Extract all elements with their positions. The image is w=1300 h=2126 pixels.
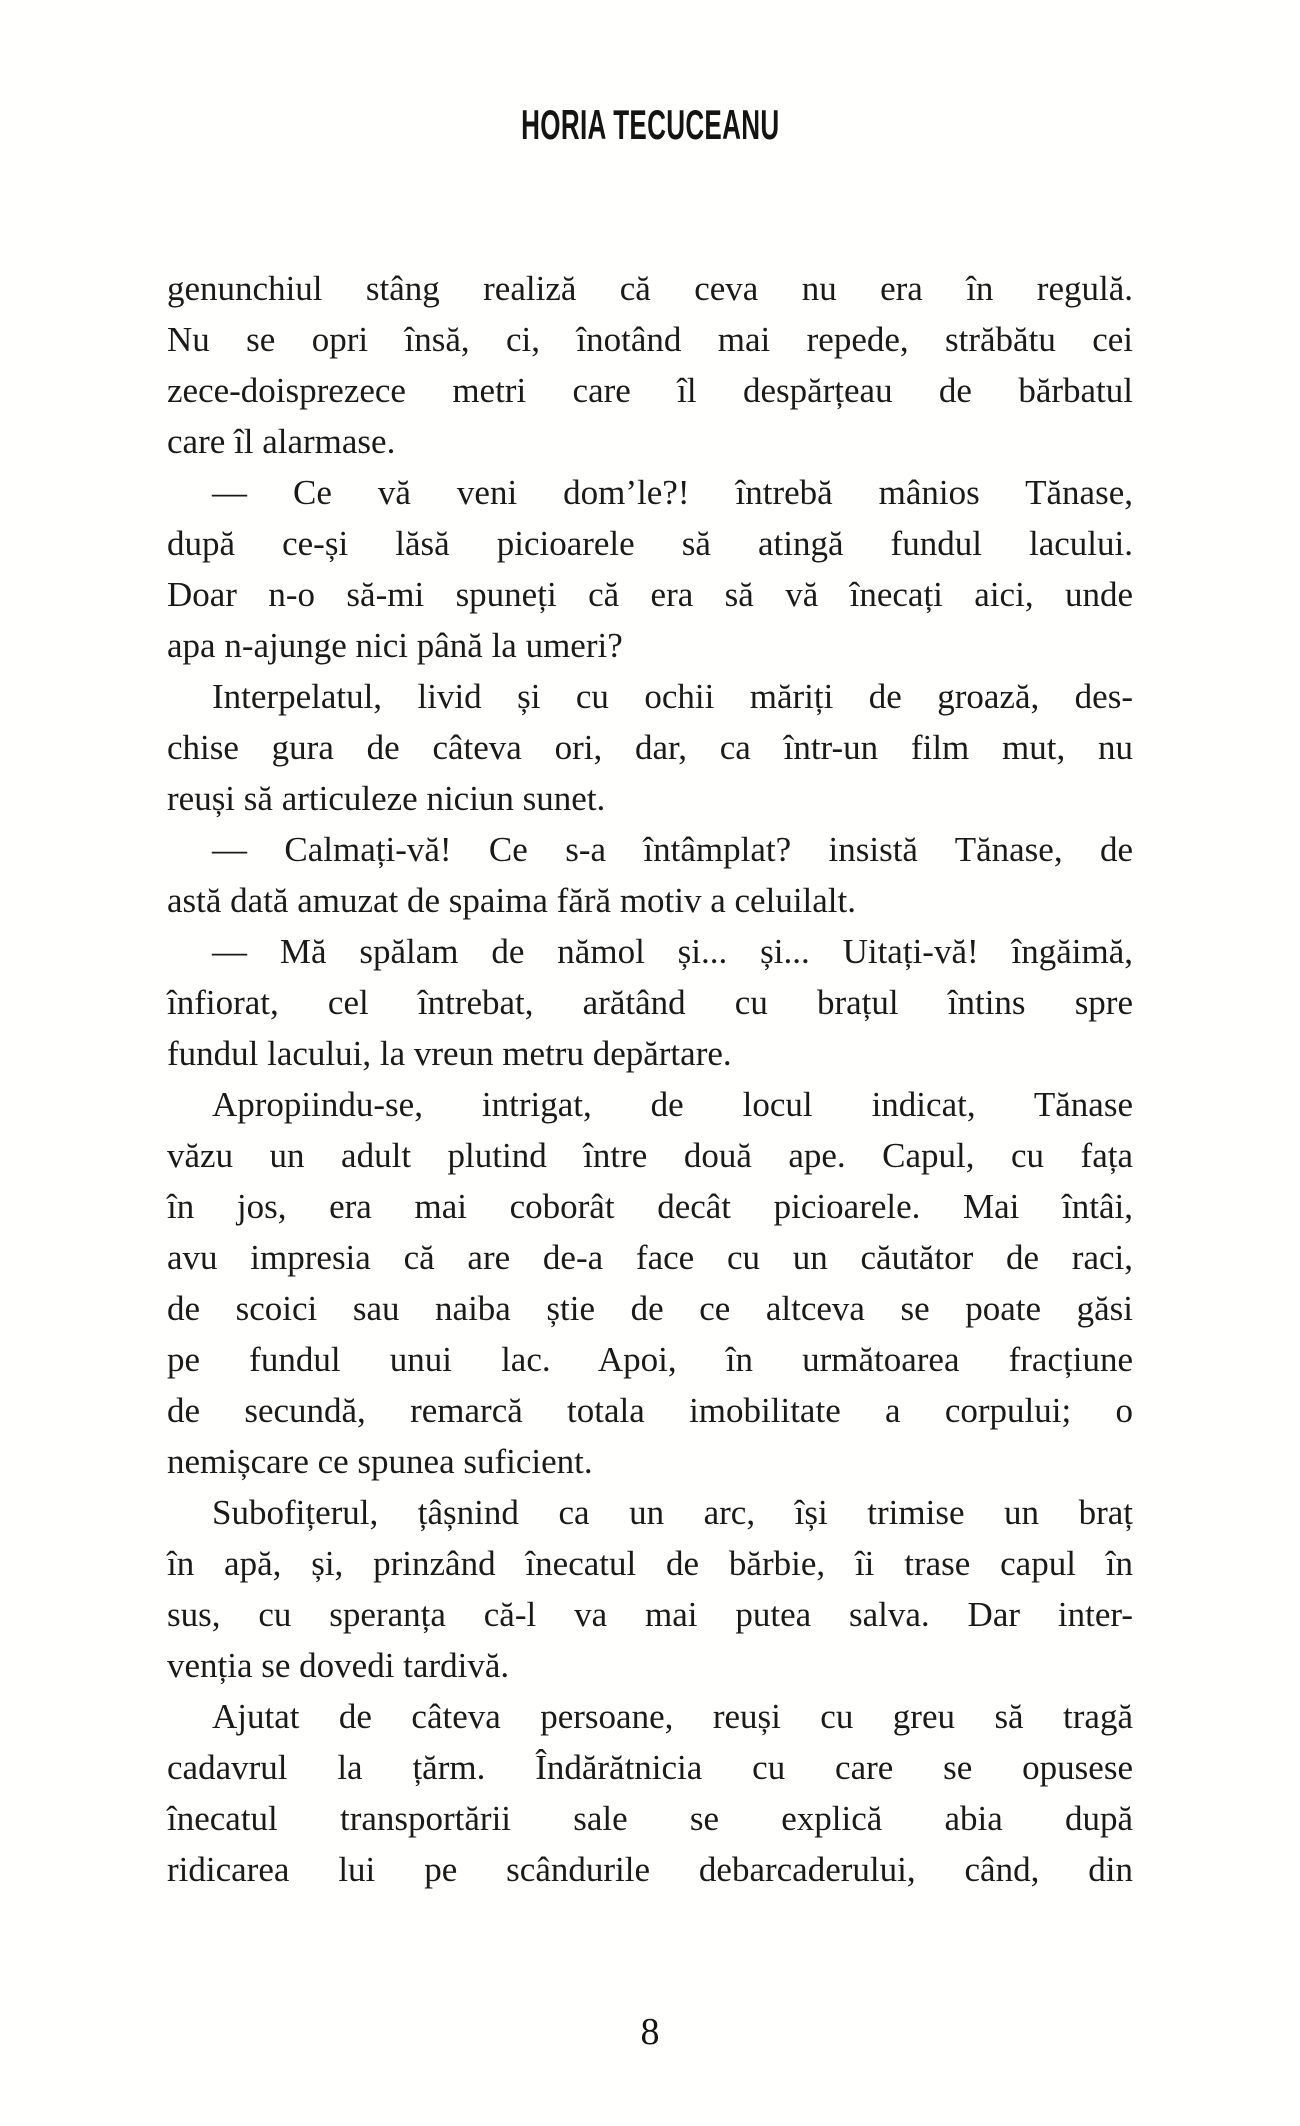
text-line: Doar n-o să-mi spuneți că era să vă înecați aici, unde (167, 575, 1133, 614)
text-line: cadavrul la țărm. Îndărătnicia cu care se opusese (167, 1748, 1133, 1787)
text-line: nemișcare ce spunea suficient. (167, 1442, 593, 1481)
text-line: înecatul transportării sale se explică abia după (167, 1799, 1133, 1838)
text-line: văzu un adult plutind între două ape. Capul, cu fața (167, 1136, 1133, 1175)
text-line: zece-doisprezece metri care îl despărțeau de bărbatul (167, 371, 1133, 410)
text-line: — Mă spălam de nămol și... și... Uitați-vă! îngăimă, (212, 932, 1133, 971)
text-line: reuși să articuleze niciun sunet. (167, 779, 606, 818)
text-line: de secundă, remarcă totala imobilitate a corpului; o (167, 1391, 1133, 1430)
text-line: sus, cu speranța că-l va mai putea salva. Dar inter- (167, 1595, 1133, 1634)
text-line: venția se dovedi tardivă. (167, 1646, 510, 1685)
text-line: — Calmați-vă! Ce s-a întâmplat? insistă Tănase, de (212, 830, 1133, 869)
text-line: Apropiindu-se, intrigat, de locul indicat, Tănase (212, 1085, 1133, 1124)
text-line: astă dată amuzat de spaima fără motiv a celuilalt. (167, 881, 856, 920)
text-line: fundul lacului, la vreun metru depărtare. (167, 1034, 732, 1073)
text-line: Subofițerul, țâșnind ca un arc, își trimise un braț (212, 1493, 1133, 1532)
text-line: de scoici sau naiba știe de ce altceva se poate găsi (167, 1289, 1133, 1328)
text-line: chise gura de câteva ori, dar, ca într-un film mut, nu (167, 728, 1133, 767)
text-line: apa n-ajunge nici până la umeri? (167, 626, 623, 665)
text-line: genunchiul stâng realiză că ceva nu era în regulă. (167, 269, 1133, 308)
page-number: 8 (640, 2011, 660, 2053)
text-line: — Ce vă veni dom’le?! întrebă mânios Tănase, (212, 473, 1133, 512)
text-line: Interpelatul, livid și cu ochii măriți de groază, des- (212, 677, 1133, 716)
text-line: Nu se opri însă, ci, înotând mai repede, străbătu cei (167, 320, 1133, 359)
page-text (167, 263, 1133, 1895)
text-line: avu impresia că are de-a face cu un căutător de raci, (167, 1238, 1133, 1277)
text-line: în jos, era mai coborât decât picioarele. Mai întâi, (167, 1187, 1133, 1226)
author-name: HORIA TECUCEANU (520, 101, 780, 148)
text-line: ridicarea lui pe scândurile debarcaderului, când, din (167, 1850, 1133, 1889)
text-line: care îl alarmase. (167, 422, 396, 461)
text-line: în apă, și, prinzând înecatul de bărbie, îi trase capul în (167, 1544, 1133, 1583)
running-header (0, 101, 1300, 148)
text-line: pe fundul unui lac. Apoi, în următoarea fracțiune (167, 1340, 1133, 1379)
text-line: Ajutat de câteva persoane, reuși cu greu să tragă (212, 1697, 1133, 1736)
text-line: după ce-și lăsă picioarele să atingă fundul lacului. (167, 524, 1133, 563)
text-line: înfiorat, cel întrebat, arătând cu brațul întins spre (167, 983, 1133, 1022)
